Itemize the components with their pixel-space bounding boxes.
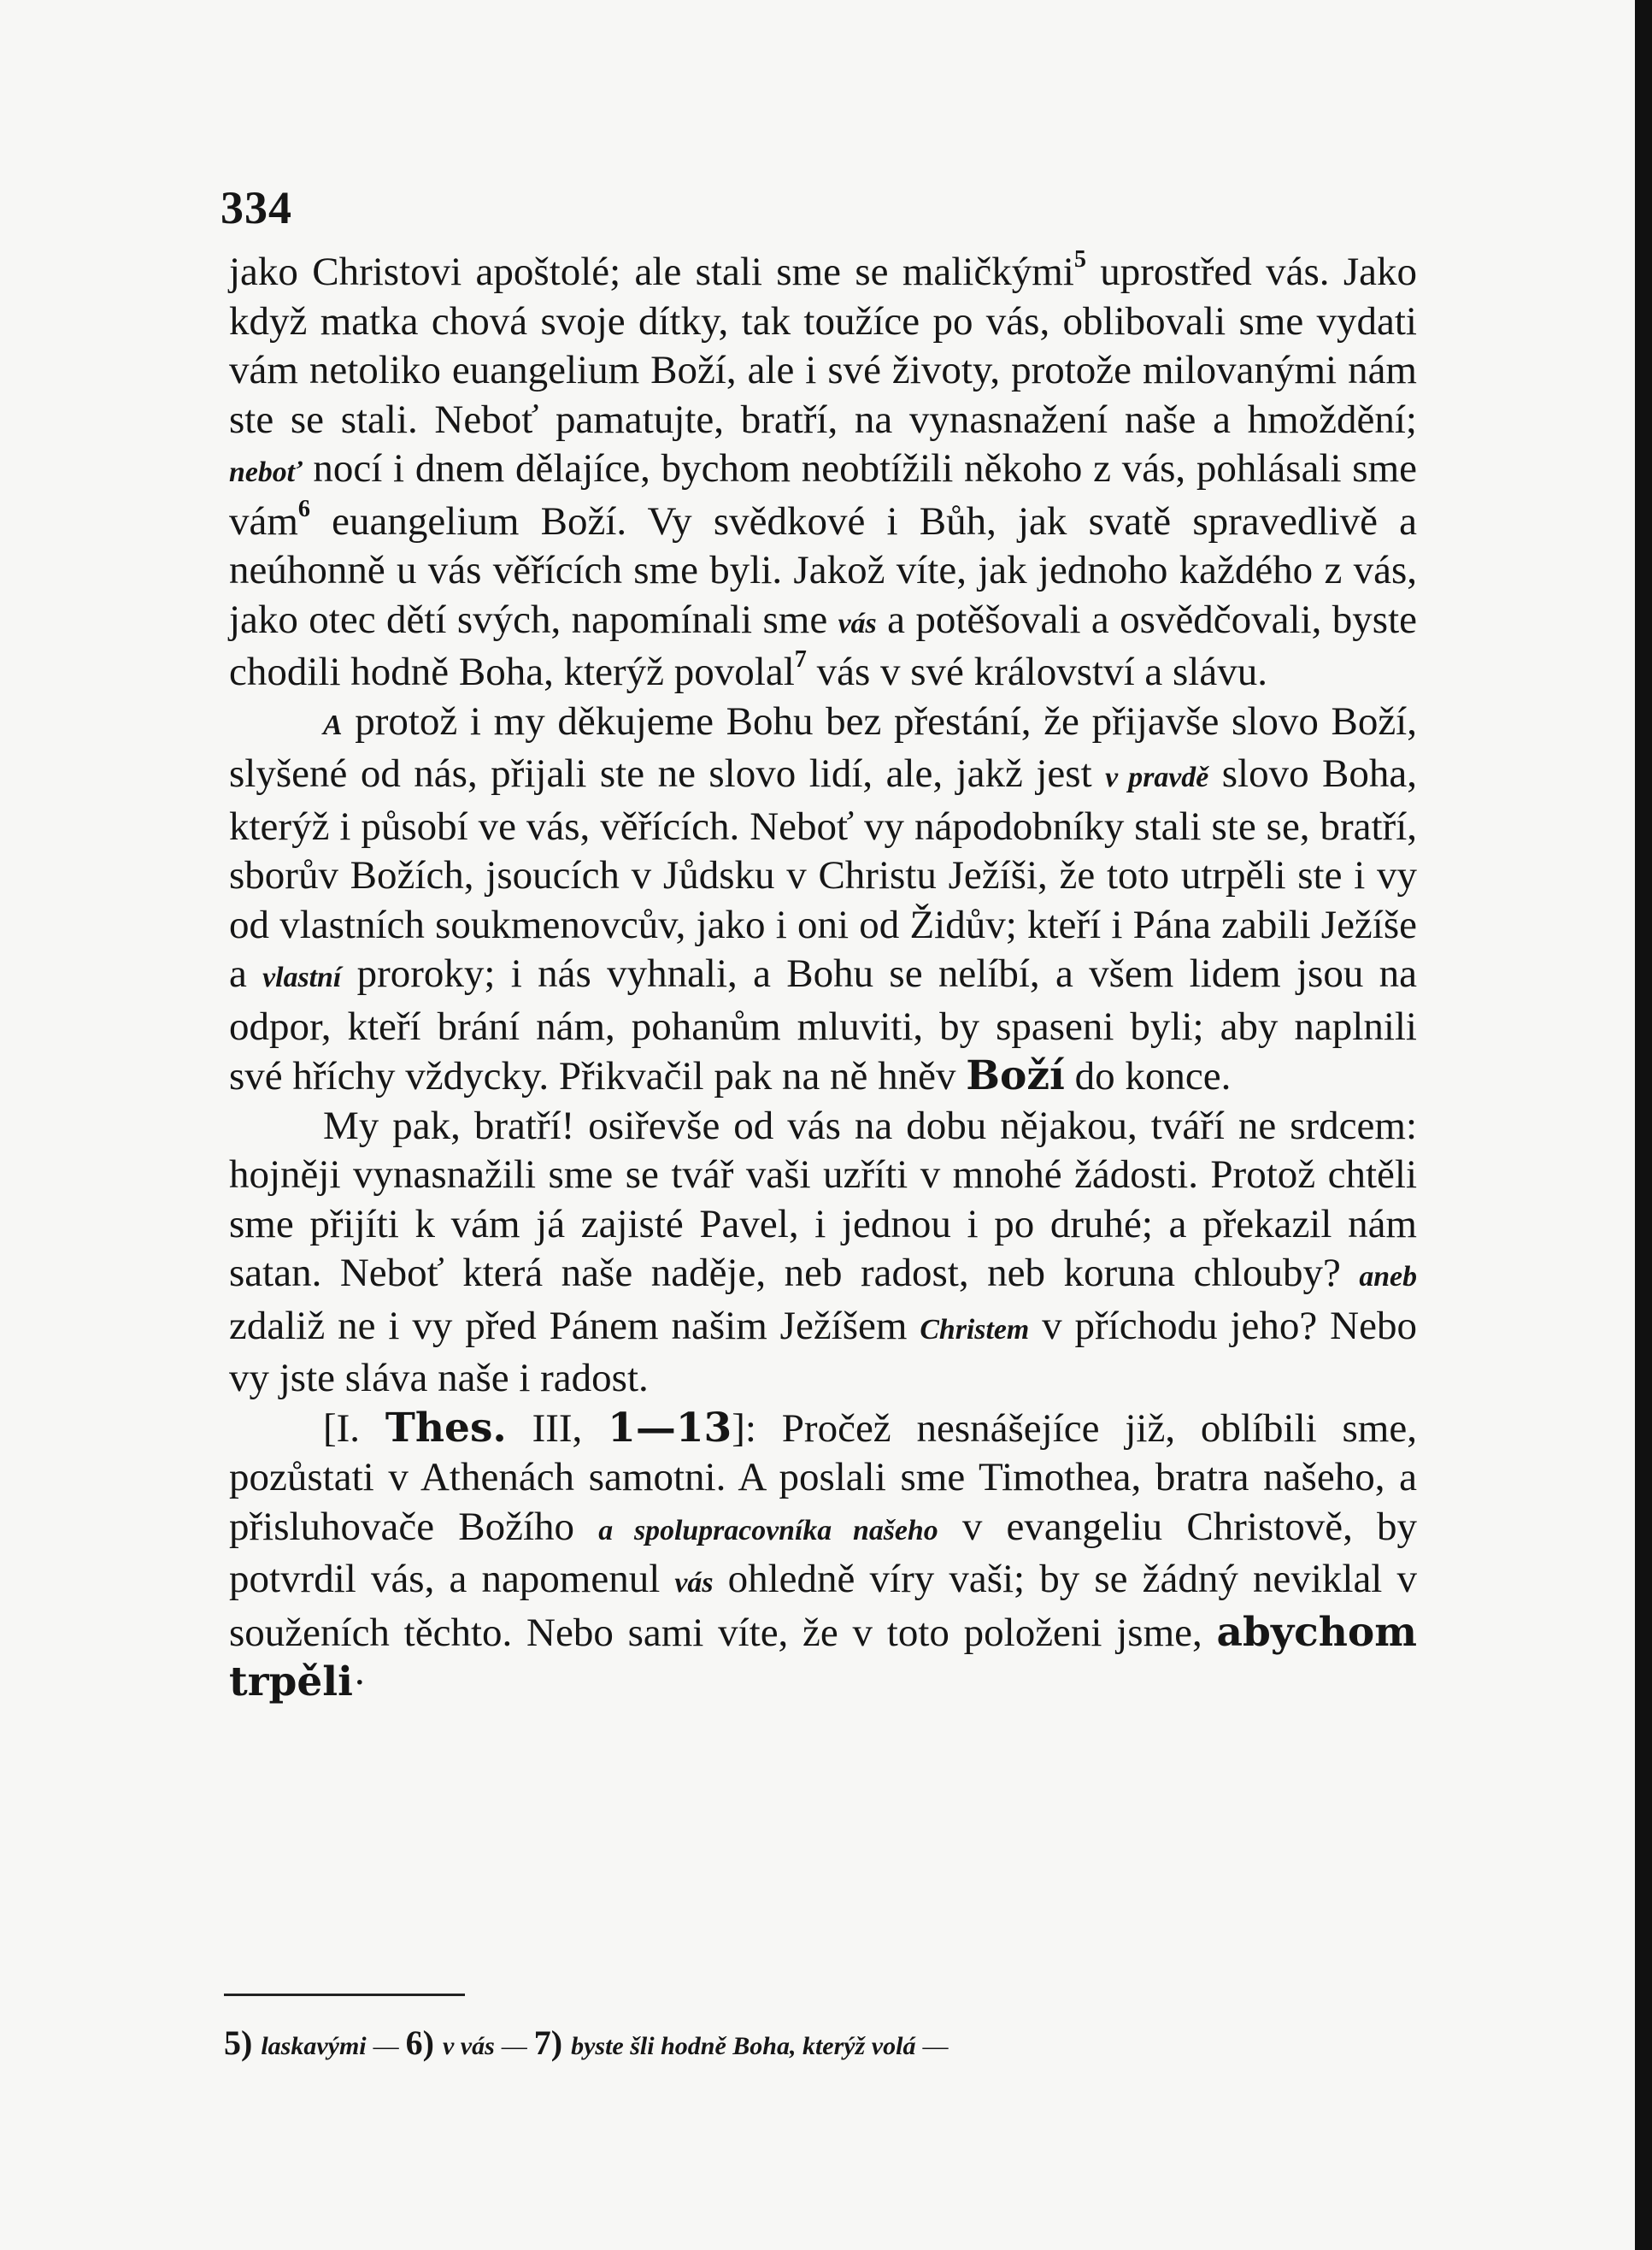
text-run: protož i my děkujeme Bohu bez přestání, že přijavše slovo Boží, slyšené od nás, přijali ste ne slovo lidí, ale, jakž jest	[229, 698, 1417, 796]
footnote-text: byste šli hodně Boha, kterýž volá	[571, 2032, 916, 2060]
text-run: v evangeliu Christově, by potvrdil vás, a napomenul	[229, 1504, 1417, 1601]
text-run: zdaliž ne i vy před Pánem našim Ježíšem	[229, 1303, 920, 1348]
italic-emphasis: vás	[674, 1567, 714, 1599]
page-edge-border	[1635, 0, 1652, 2250]
paragraph	[229, 698, 1417, 1102]
text-run: ·	[352, 1660, 367, 1705]
text-run: do konce.	[1064, 1054, 1232, 1098]
italic-emphasis: neboť	[229, 456, 303, 488]
footnote-rule	[224, 1994, 465, 1996]
paragraph	[229, 1102, 1417, 1404]
text-run: proroky; i nás vyhnali, a Bohu se nelíbí, a všem lidem jsou na odpor, kteří brání nám, pohanům mluviti, by spaseni byli; aby naplnili své hříchy vždycky. Přikvačil pak na ně hněv	[229, 951, 1417, 1098]
italic-emphasis: aneb	[1359, 1261, 1417, 1293]
text-run: v příchodu jeho? Nebo vy jste sláva naše i radost.	[229, 1303, 1417, 1400]
text-run: vás v své království a slávu.	[806, 650, 1267, 694]
text-run: nocí i dnem dělajíce, bychom neobtížili někoho z vás, pohlásali sme vám	[229, 446, 1417, 544]
text-run: [I.	[323, 1405, 385, 1451]
italic-emphasis: A	[323, 709, 343, 741]
footnote-text: v vás	[442, 2032, 495, 2060]
page-number: 334	[220, 182, 292, 233]
footnotes	[224, 2022, 1412, 2068]
paragraph	[229, 1404, 1417, 1708]
blackletter-text: Thes.	[385, 1404, 507, 1452]
text-run: slovo Boha, kterýž i působí ve vás, věřících. Neboť vy nápodobníky stali ste se, bratří, sborův Božích, jsoucích v Jůdsku v Christu Ježíši, že toto utrpěli ste i vy od vlastních soukmenovcův, jako i oni od Židův; kteří i Pána zabili Ježíše a	[229, 751, 1417, 996]
footnote-marker: 6	[297, 495, 311, 522]
blackletter-text: 1—13	[608, 1404, 732, 1452]
blackletter-text: abychom trpěli	[229, 1608, 1417, 1705]
footnote-marker: 7	[794, 645, 807, 673]
footnote-separator: —	[501, 2032, 527, 2060]
text-run: a potěšovali a osvědčovali, byste chodili hodně Boha, kterýž povolal	[229, 597, 1417, 694]
footnote-separator: —	[373, 2032, 399, 2060]
blackletter-text: Boží	[966, 1052, 1065, 1099]
footnote-number: 7)	[533, 2023, 563, 2062]
footnote-marker: 5	[1073, 245, 1086, 273]
text-run: My pak, bratří! osiřevše od vás na dobu nějakou, tváří ne srdcem: hojněji vynasnažili sme se tvář vaši uzříti v mnohé žádosti. Protož chtěli sme přijíti k vám já zajisté Pavel, i jednou i po druhé; a překazil nám satan. Neboť která naše naděje, neb radost, neb koruna chlouby?	[229, 1103, 1417, 1295]
body-text	[229, 245, 1417, 1708]
footnote-number: 5)	[224, 2023, 253, 2062]
italic-emphasis: vlastní	[262, 962, 342, 993]
footnote-separator: —	[922, 2032, 949, 2060]
text-run: ]: Pročež nesnášejíce již, oblíbili sme, pozůstati v Athenách samotni. A poslali sme Timothea, bratra našeho, a přisluhovače Božího	[229, 1405, 1417, 1549]
footnote-number: 6)	[405, 2023, 434, 2062]
text-run: uprostřed vás. Jako když matka chová svoje dítky, tak toužíce po vás, oblibovali sme vydati vám netoliko euangelium Boží, ale i své životy, protože milovanými nám ste se stali. Neboť pamatujte, bratří, na vynasnažení naše a hmoždění;	[229, 250, 1417, 442]
paragraph	[229, 245, 1417, 698]
text-run: euangelium Boží. Vy svědkové i Bůh, jak svatě spravedlivě a neúhonně u vás věřících sme byli. Jakož víte, jak jednoho každého z vás, jako otec dětí svých, napomínali sme	[229, 498, 1417, 642]
text-run: III,	[506, 1405, 608, 1451]
italic-emphasis: Christem	[920, 1313, 1030, 1346]
text-run: ohledně víry vaši; by se žádný neviklal v souženích těchto. Nebo sami víte, že v toto položeni jsme,	[229, 1557, 1417, 1655]
italic-emphasis: v pravdě	[1105, 762, 1209, 793]
italic-emphasis: a spolupracovníka našeho	[598, 1514, 938, 1546]
footnote-text: laskavými	[261, 2032, 367, 2060]
italic-emphasis: vás	[838, 607, 877, 639]
text-run: jako Christovi apoštolé; ale stali sme se maličkými	[229, 250, 1074, 294]
